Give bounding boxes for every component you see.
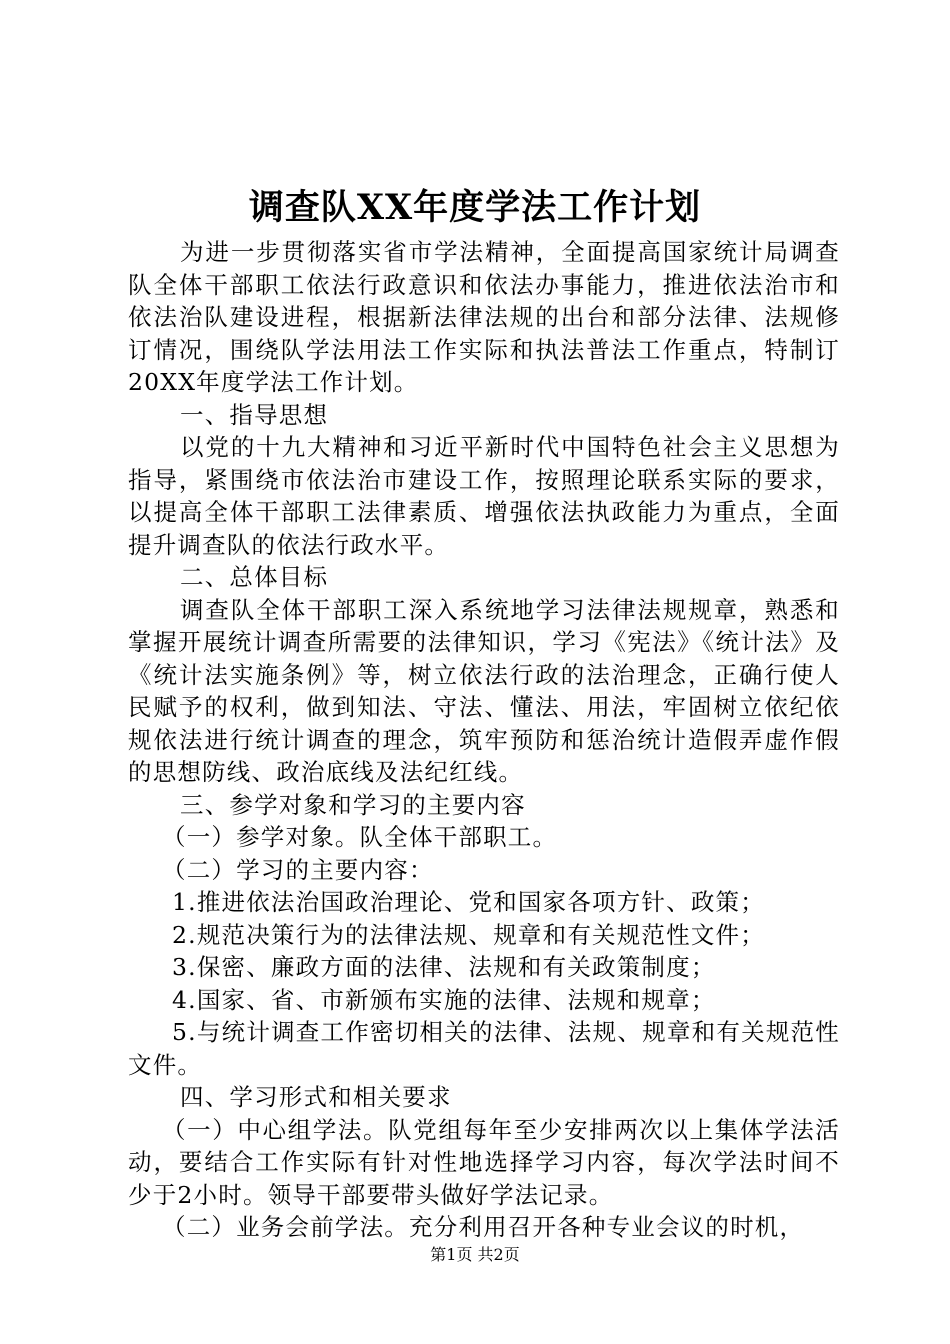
intro-paragraph: 为进一步贯彻落实省市学法精神，全面提高国家统计局调查队全体干部职工依法行政意识和依法办事能力，推进依法治市和依法治队建设进程，根据新法律法规的出台和部分法律、法规修订情况，围绕队学法用法工作实际和执法普法工作重点，特制订20XX年度学法工作计划。 [128,238,840,396]
section3-heading: 三、参学对象和学习的主要内容 [180,790,526,819]
document-body [128,236,840,1244]
list-item: 1.推进依法治国政治理论、党和国家各项方针、政策； [172,888,765,916]
section2-heading: 二、总体目标 [180,563,329,591]
list-item: 3.保密、廉政方面的法律、法规和有关政策制度； [172,953,716,981]
list-item: 2.规范决策行为的法律法规、规章和有关规范性文件； [172,920,765,949]
page-footer: 第1页 共2页 [430,1245,520,1264]
section4-heading: 四、学习形式和相关要求 [180,1083,452,1111]
section3-subheading-2: （二）学习的主要内容： [162,855,434,884]
section1-heading: 一、指导思想 [180,400,329,429]
list-item: 5.与统计调查工作密切相关的法律、法规、规章和有关规范性文件。 [128,1018,840,1079]
section4-paragraph-2: （二）业务会前学法。充分利用召开各种专业会议的时机， [162,1213,805,1241]
section1-paragraph: 以党的十九大精神和习近平新时代中国特色社会主义思想为指导，紧围绕市依法治市建设工作，按照理论联系实际的要求，以提高全体干部职工法律素质、增强依法执政能力为重点，全面提升调查队的依法行政水平。 [128,433,840,559]
section3-subheading-1: （一）参学对象。队全体干部职工。 [162,823,558,851]
list-item: 4.国家、省、市新颁布实施的法律、法规和规章； [172,985,716,1014]
section4-paragraph-1: （一）中心组学法。队党组每年至少安排两次以上集体学法活动，要结合工作实际有针对性地选择学习内容，每次学法时间不少于2小时。领导干部要带头做好学法记录。 [128,1115,840,1209]
document-title: 调查队XX年度学法工作计划 [248,187,702,228]
section2-paragraph: 调查队全体干部职工深入系统地学习法律法规规章，熟悉和掌握开展统计调查所需要的法律知识，学习《宪法》《统计法》及《统计法实施条例》等，树立依法行政的法治理念，正确行使人民赋予的权利，做到知法、守法、懂法、用法，牢固树立依纪依规依法进行统计调查的理念，筑牢预防和惩治统计造假弄虚作假的思想防线、政治底线及法纪红线。 [128,595,840,786]
